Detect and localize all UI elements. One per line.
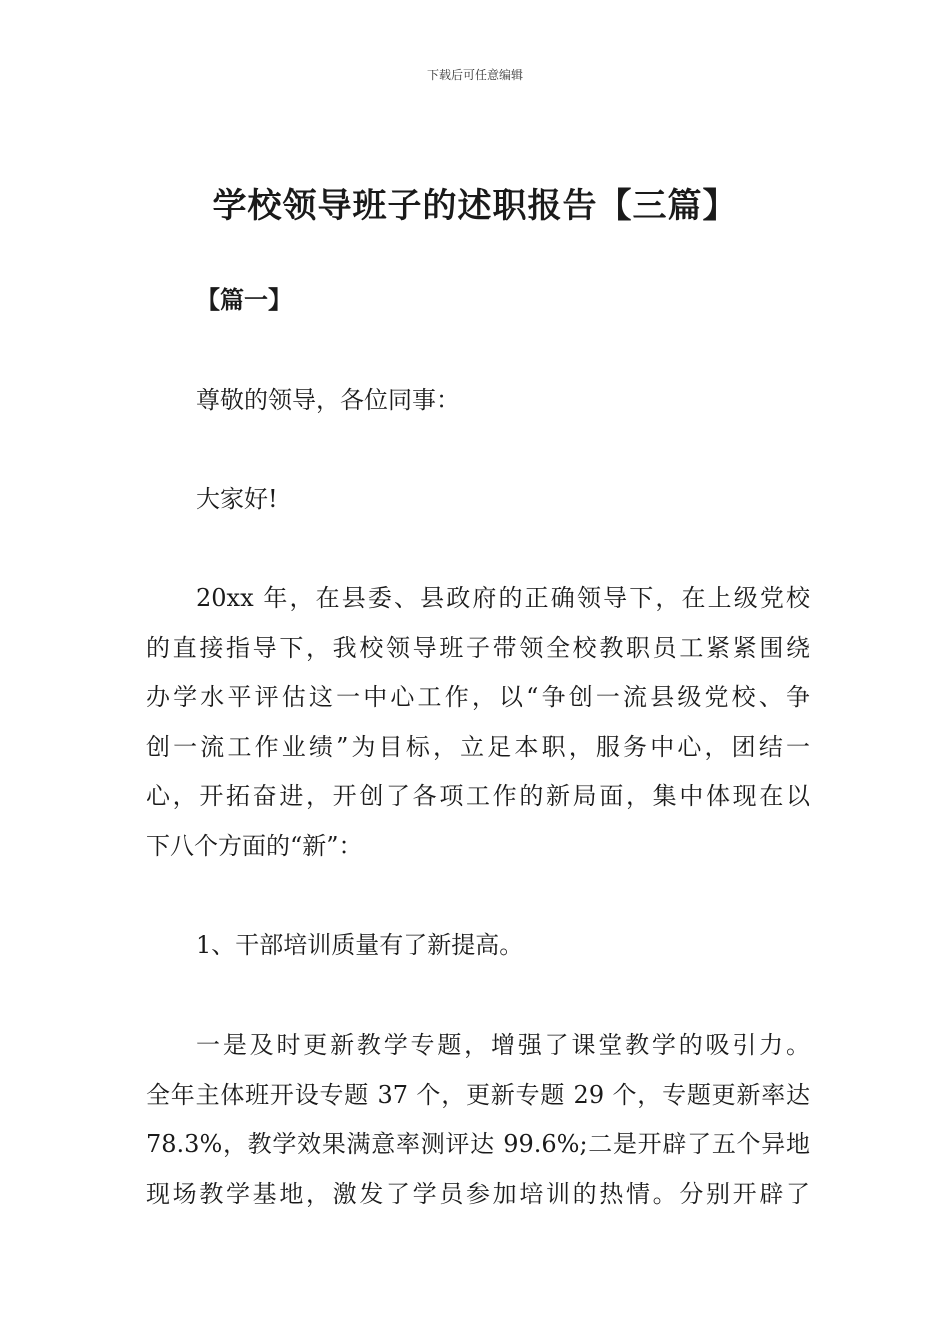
paragraph-line: 现场教学基地，激发了学员参加培训的热情。分别开辟了 — [146, 1179, 810, 1208]
paragraph-1 — [146, 580, 810, 878]
section-heading-1: 1、干部培训质量有了新提高。 — [196, 931, 524, 959]
paragraph-line: 创一流工作业绩”为目标，立足本职，服务中心，团结一 — [146, 732, 810, 761]
paragraph-line: 78.3%，教学效果满意率测评达 99.6%;二是开辟了五个异地 — [146, 1130, 810, 1159]
paragraph-line: 心，开拓奋进，开创了各项工作的新局面，集中体现在以 — [146, 782, 810, 811]
paragraph-line: 的直接指导下，我校领导班子带领全校教职员工紧紧围绕 — [146, 633, 810, 662]
section-label: 【篇一】 — [196, 286, 292, 314]
paragraph-line: 下八个方面的“新”： — [146, 831, 363, 860]
document-title: 学校领导班子的述职报告【三篇】 — [212, 186, 738, 226]
paragraph-line: 全年主体班开设专题 37 个，更新专题 29 个，专题更新率达 — [146, 1080, 810, 1109]
greeting: 大家好! — [196, 485, 278, 513]
paragraph-line: 20xx 年，在县委、县政府的正确领导下，在上级党校 — [196, 584, 810, 612]
paragraph-2 — [146, 1027, 810, 1225]
salutation: 尊敬的领导，各位同事： — [196, 386, 460, 414]
paragraph-line: 办学水平评估这一中心工作，以“争创一流县级党校、争 — [146, 683, 810, 712]
page-header-note: 下载后可任意编辑 — [426, 68, 523, 82]
paragraph-line: 一是及时更新教学专题，增强了课堂教学的吸引力。 — [196, 1031, 810, 1059]
